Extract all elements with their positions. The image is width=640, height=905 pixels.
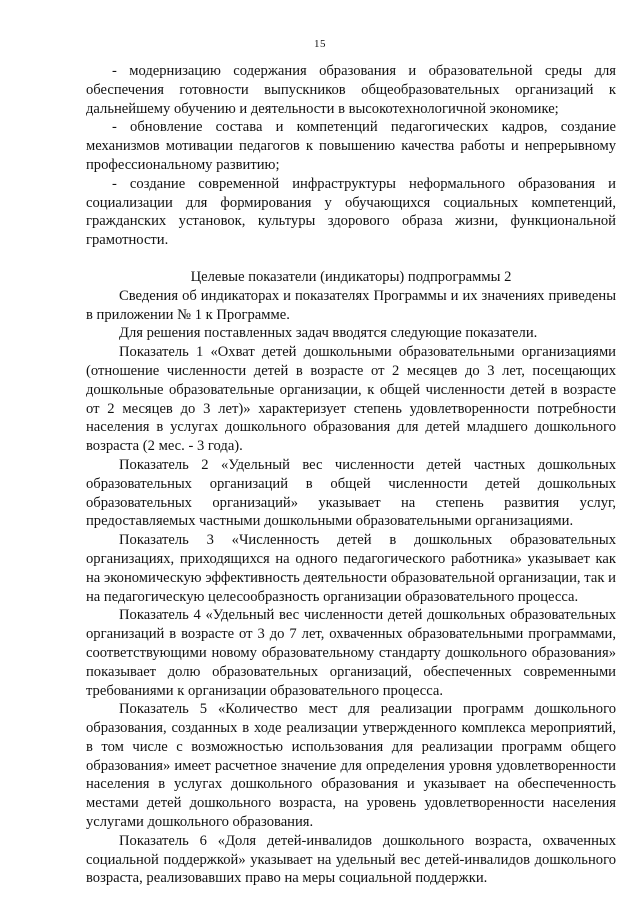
- document-body: [86, 62, 616, 888]
- paragraph: Показатель 4 «Удельный вес численности детей дошкольных образовательных организаций в возрасте от 3 до 7 лет, охваченных образовательными программами, соответствующими новому образовательному стандарту дошкольного образования» показывает долю образовательных организаций, обеспеченных современными требованиями к организации образовательного процесса.: [86, 607, 616, 699]
- list-item: - создание современной инфраструктуры неформального образования и социализации для формирования у обучающихся социальных компетенций, гражданских установок, культуры здорового образа жизни, функциональной грамотности.: [86, 175, 616, 249]
- paragraph: Для решения поставленных задач вводятся следующие показатели.: [119, 325, 538, 342]
- paragraph: Показатель 2 «Удельный вес численности детей частных дошкольных образовательных организаций в общей численности детей дошкольных образовательных организаций» указывает на степень развития услуг, предоставляемых частными дошкольными образовательными организациями.: [86, 456, 616, 530]
- paragraph: Показатель 1 «Охват детей дошкольными образовательными организациями (отношение численности детей в возрасте от 2 месяцев до 3 лет, посещающих дошкольные образовательные организации, к общей численности детей в возрасте от 2 месяцев до 3 лет)» характеризует степень удовлетворенности потребности населения в услугах дошкольного образования для детей младшего дошкольного возраста (2 мес. - 3 года).: [86, 344, 616, 455]
- paragraph: Показатель 5 «Количество мест для реализации программ дошкольного образования, созданных в ходе реализации утвержденного комплекса мероприятий, в том числе с возможностью использования для реализации программ общего образования» имеет расчетное значение для определения уровня удовлетворенности населения в услугах дошкольного образования и указывает на обеспеченность местами детей дошкольного возраста, на уровень удовлетворенности населения услугами дошкольного образования.: [86, 701, 616, 831]
- paragraph: Показатель 6 «Доля детей-инвалидов дошкольного возраста, охваченных социальной поддержкой» указывает на удельный вес детей-инвалидов дошкольного возраста, реализовавших право на меры социальной поддержки.: [86, 832, 616, 887]
- page-number: 15: [314, 38, 326, 50]
- paragraph: Показатель 3 «Численность детей в дошкольных образовательных организациях, приходящихся на одного педагогического работника» указывает как на экономическую эффективность деятельности образовательной организации, так и на педагогическую целесообразность организации образовательного процесса.: [86, 532, 616, 605]
- list-item: - обновление состава и компетенций педагогических кадров, создание механизмов мотивации педагогов к повышению качества работы и непрерывному профессиональному развитию;: [86, 119, 616, 173]
- section-title: Целевые показатели (индикаторы) подпрограммы 2: [190, 268, 512, 285]
- list-item: - модернизацию содержания образования и образовательной среды для обеспечения готовности выпускников общеобразовательных организаций к дальнейшему обучению и деятельности в высокотехнологичной экономике;: [86, 63, 616, 117]
- paragraph: Сведения об индикаторах и показателях Программы и их значениях приведены в приложении № 1 к Программе.: [86, 287, 616, 323]
